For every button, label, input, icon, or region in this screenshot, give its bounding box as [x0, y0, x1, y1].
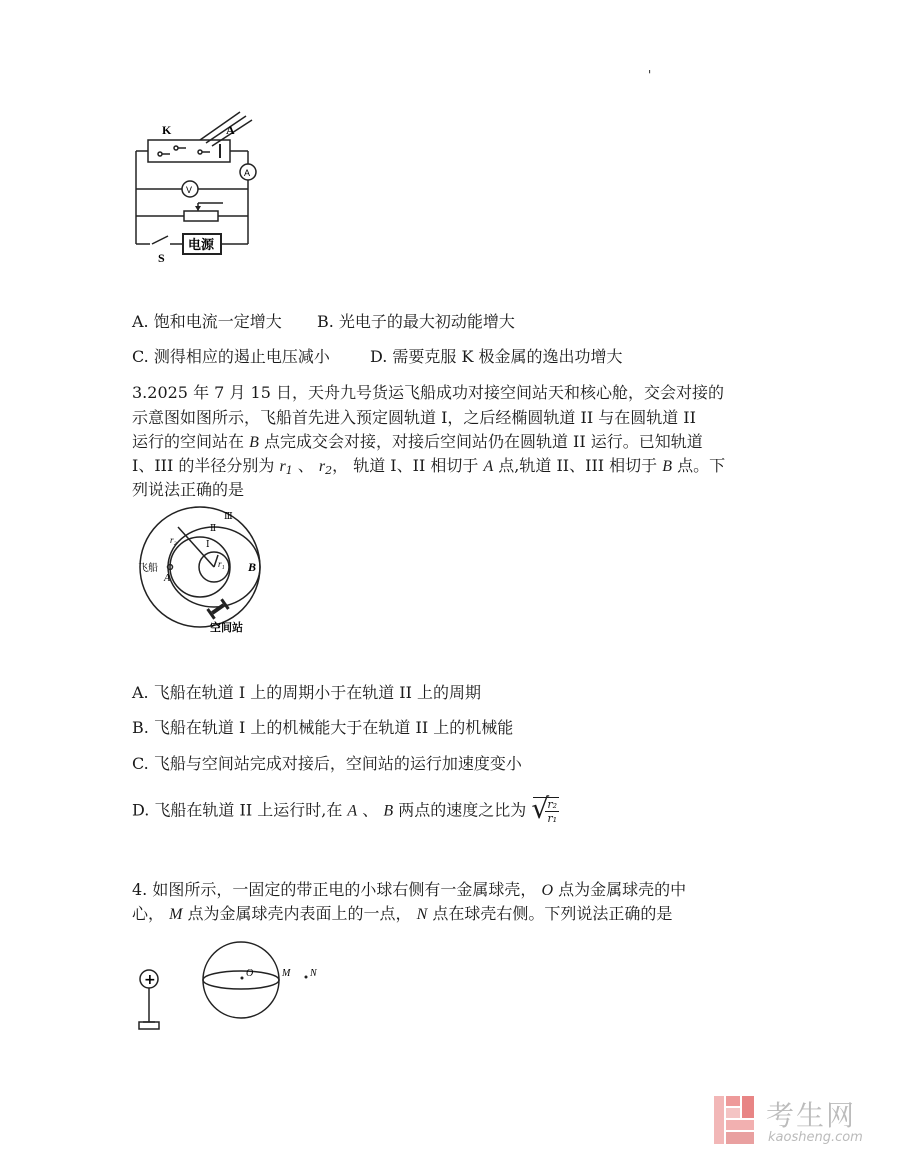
voltmeter-label: V: [186, 185, 193, 195]
watermark-logo-icon: [712, 1094, 758, 1146]
rheostat: [184, 211, 218, 221]
stand-base: [139, 1022, 159, 1029]
label-a: A: [164, 573, 171, 584]
ammeter-label: A: [244, 168, 251, 178]
label-r1: r₁: [218, 559, 225, 569]
k-label: K: [162, 123, 172, 137]
orbit-iii: [140, 507, 260, 627]
a-label: A: [226, 123, 235, 137]
label-i: Ⅰ: [206, 540, 210, 550]
label-station: 空间站: [210, 621, 243, 634]
sqrt-ratio: √ $\frac{\text{r₂}}{\text{r₁}}$: [533, 797, 559, 825]
q3-line-2: 示意图如图所示，飞船首先进入预定圆轨道 I，之后经椭圆轨道 II 与在圆轨道 II: [132, 408, 696, 427]
s-label: S: [158, 251, 165, 265]
q3-option-d: D. 飞船在轨道 II 上运行时,在 A 、 B 两点的速度之比为 √ $\frac{\text{r₂}}{\text{r₁}}$: [132, 797, 559, 825]
label-ship: 飞船: [138, 563, 158, 574]
q3-line-5: 列说法正确的是: [132, 480, 245, 499]
watermark-brand: 考生网: [766, 1099, 857, 1132]
q3-option-b: B. 飞船在轨道 I 上的机械能大于在轨道 II 上的机械能: [132, 718, 514, 737]
q3-line-4: I、III 的半径分别为 $r_1$ 、 $r_2$， 轨道 I、II 相切于 A 点,轨道 II、III 相切于 B 点。下: [132, 456, 726, 477]
q3-line-3: 运行的空间站在 B 点完成交会对接，对接后空间站仍在圆轨道 II 运行。已知轨道: [132, 432, 703, 451]
q3-option-c: C. 飞船与空间站完成对接后，空间站的运行加速度变小: [132, 754, 522, 773]
label-ii: Ⅱ: [210, 524, 217, 534]
source-label: 电源: [188, 238, 215, 253]
q3-line-1: 3.2025 年 7 月 15 日，天舟九号货运飞船成功对接空间站天和核心舱，交会对接的: [132, 383, 724, 402]
q2-option-b: B. 光电子的最大初动能增大: [317, 312, 515, 331]
top-mark: ': [648, 68, 652, 82]
plus-sign: +: [144, 972, 156, 988]
q2-option-d: D. 需要克服 K 极金属的逸出功增大: [370, 347, 623, 366]
label-b: B: [248, 560, 257, 574]
label-m: M: [282, 968, 291, 979]
metal-shell: [203, 942, 279, 1018]
q2-option-c: C. 测得相应的遏止电压减小: [132, 347, 330, 366]
space-station-icon: [206, 598, 229, 619]
orbit-figure: [130, 505, 270, 635]
q3-option-a: A. 飞船在轨道 I 上的周期小于在轨道 II 上的周期: [132, 683, 482, 702]
q4-line-1: 4. 如图所示，一固定的带正电的小球右侧有一金属球壳， O 点为金属球壳的中: [132, 880, 687, 899]
watermark-url: kaosheng.com: [768, 1130, 863, 1145]
photoelectric-circuit-figure: [128, 110, 258, 265]
label-r2: r₂: [170, 535, 177, 545]
q2-option-a: A. 饱和电流一定增大: [132, 312, 282, 331]
label-n: N: [310, 968, 317, 979]
watermark: [712, 1094, 892, 1150]
label-iii: Ⅲ: [224, 512, 233, 522]
label-o: O: [246, 968, 254, 979]
q4-line-2: 心， M 点为金属球壳内表面上的一点， N 点在球壳右侧。下列说法正确的是: [132, 904, 673, 923]
charged-sphere-figure: [132, 938, 332, 1034]
phototube: [148, 140, 230, 162]
